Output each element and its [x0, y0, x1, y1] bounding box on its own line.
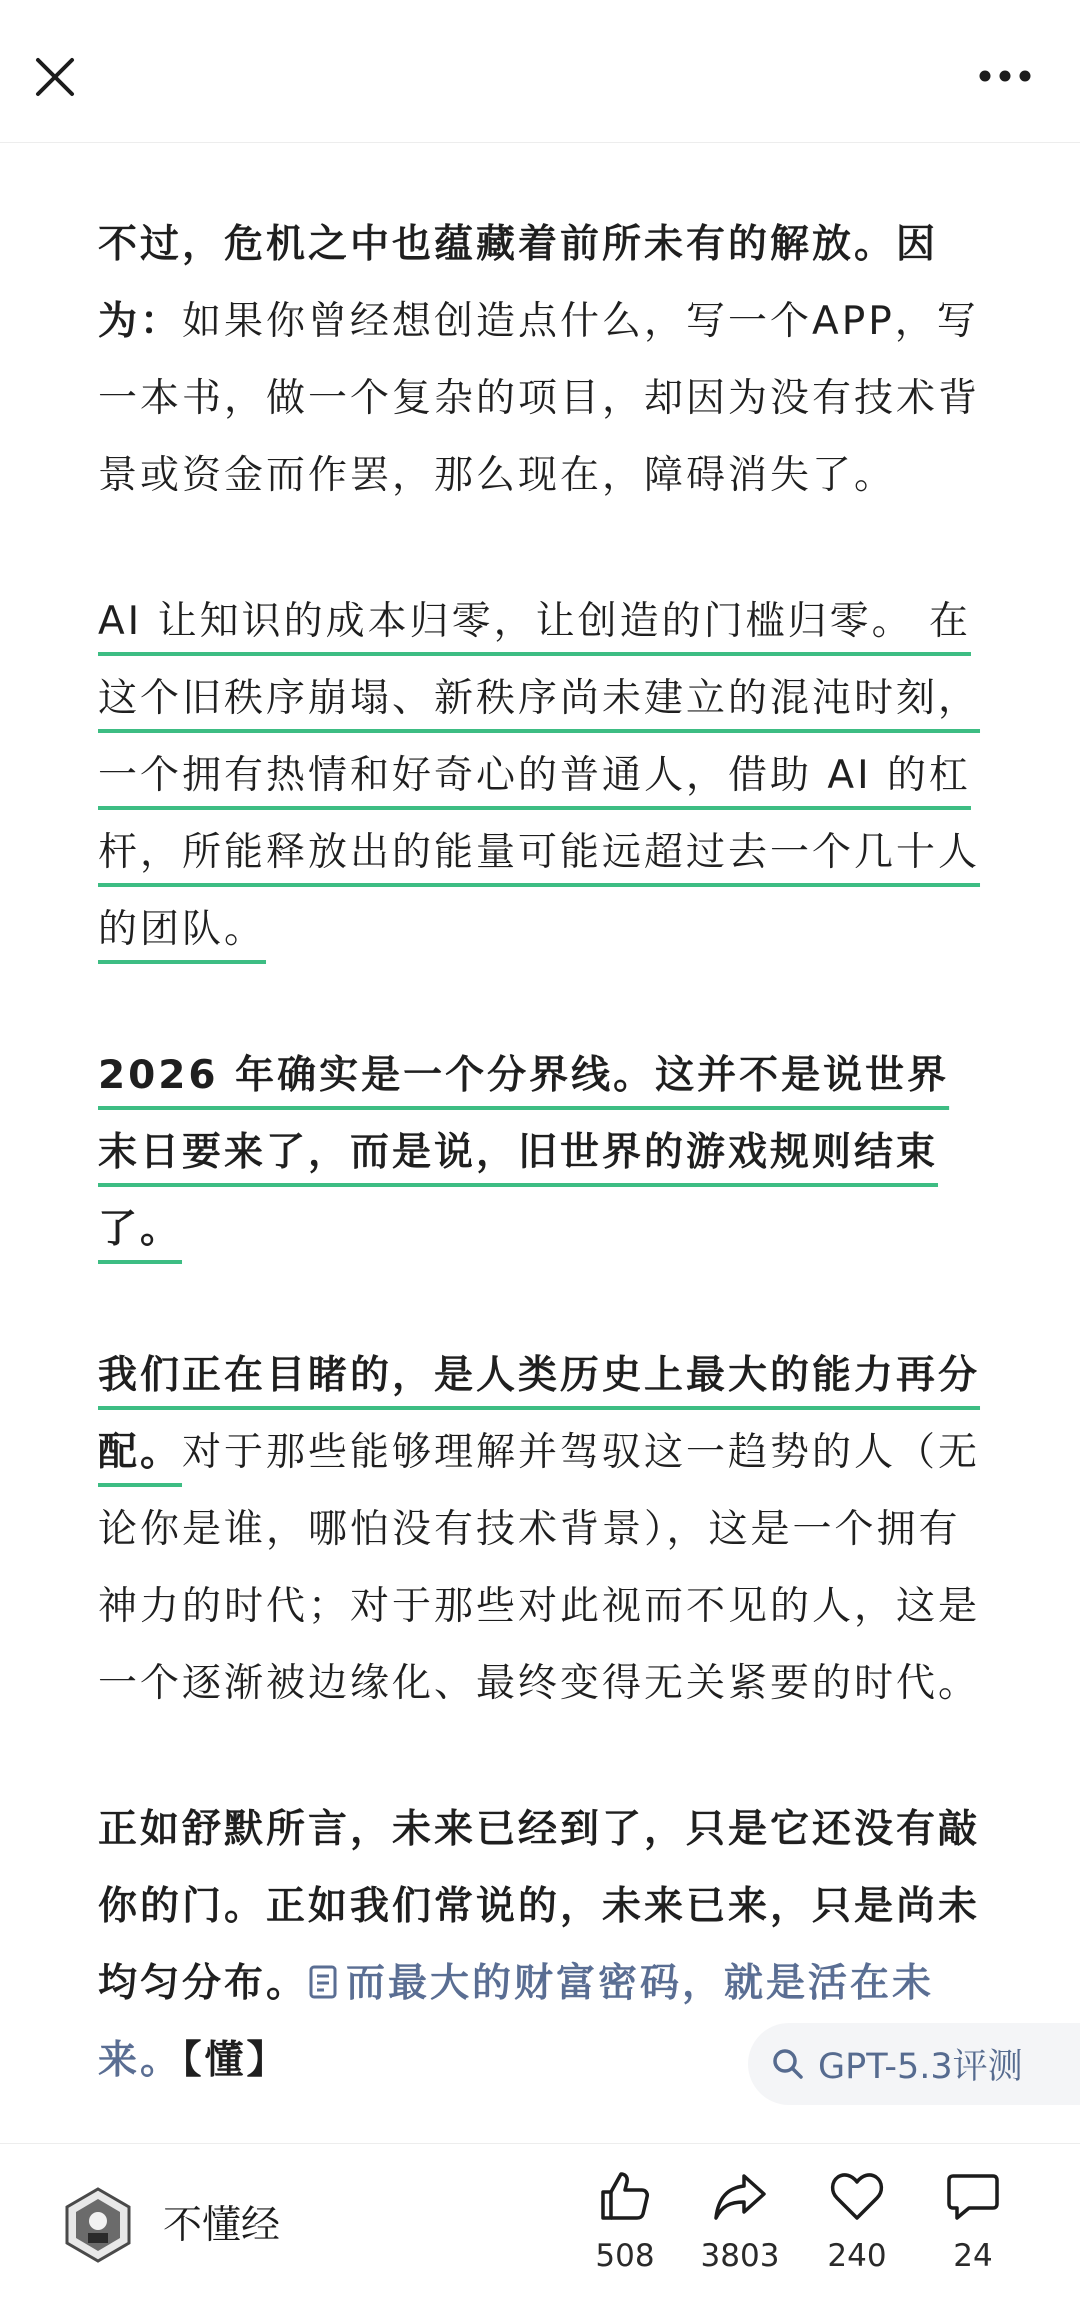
share-count: 3803	[700, 2238, 780, 2274]
close-button[interactable]	[30, 52, 80, 102]
paragraph-5-tail: 【懂】	[182, 2038, 289, 2083]
paragraph-1-bold: 不过，危机之中也蕴藏着前所未有的解放。因为：	[98, 222, 939, 344]
avatar-image	[64, 2187, 132, 2263]
search-chip-label: GPT-5.3评测	[818, 2047, 1023, 2087]
paragraph-5-bold: 正如舒默所言，未来已经到了，只是它还没有敲你的门。正如我们常说的，未来已来，只是尚未均匀分布。	[98, 1807, 981, 2006]
wealth-code-link-text: 而最大的财富密码，就是活在未来。	[98, 1961, 935, 2083]
close-icon	[30, 52, 80, 102]
document-icon	[308, 1964, 338, 2000]
paragraph-3-highlight: 2026 年确实是一个分界线。这并不是说世界末日要来了，而是说，旧世界的游戏规则结束了。	[98, 1053, 950, 1252]
paragraph-4	[98, 1337, 988, 1722]
paragraph-4-highlight: 我们正在目睹的，是人类历史上最大的能力再分配。	[98, 1353, 981, 1475]
comment-count: 24	[953, 2238, 993, 2274]
thumbs-up-icon	[597, 2168, 653, 2224]
author-name[interactable]: 不懂经	[163, 2203, 281, 2248]
search-icon	[770, 2046, 806, 2082]
bottom-bar	[0, 2143, 1080, 2304]
top-bar	[0, 0, 1080, 143]
paragraph-1-text: 如果你曾经想创造点什么，写一个APP，写一本书，做一个复杂的项目，却因为没有技术背景或资金而作罢，那么现在，障碍消失了。	[98, 299, 981, 498]
favorite-count: 240	[827, 2238, 887, 2274]
heart-icon	[829, 2168, 885, 2224]
search-chip[interactable]	[748, 2023, 1080, 2105]
paragraph-4-text: 对于那些能够理解并驾驭这一趋势的人（无论你是谁，哪怕没有技术背景），这是一个拥有神力的时代；对于那些对此视而不见的人，这是一个逐渐被边缘化、最终变得无关紧要的时代。	[98, 1430, 981, 1706]
share-button[interactable]	[680, 2168, 800, 2274]
comment-icon	[945, 2168, 1001, 2224]
paragraph-1	[98, 206, 988, 514]
paragraph-3	[98, 1037, 988, 1268]
article-body	[98, 206, 988, 2168]
more-button[interactable]	[970, 56, 1040, 96]
like-count: 508	[595, 2238, 655, 2274]
author-avatar[interactable]	[64, 2187, 132, 2263]
share-icon	[712, 2168, 768, 2224]
comment-button[interactable]	[913, 2168, 1033, 2274]
more-horizontal-icon	[970, 56, 1040, 96]
paragraph-2-highlight: AI 让知识的成本归零，让创造的门槛归零。 在这个旧秩序崩塌、新秩序尚未建立的混沌时刻，一个拥有热情和好奇心的普通人，借助 AI 的杠杆，所能释放出的能量可能远超过去一个几十人的团队。	[98, 599, 981, 952]
favorite-button[interactable]	[797, 2168, 917, 2274]
like-button[interactable]	[565, 2168, 685, 2274]
paragraph-2	[98, 583, 988, 968]
